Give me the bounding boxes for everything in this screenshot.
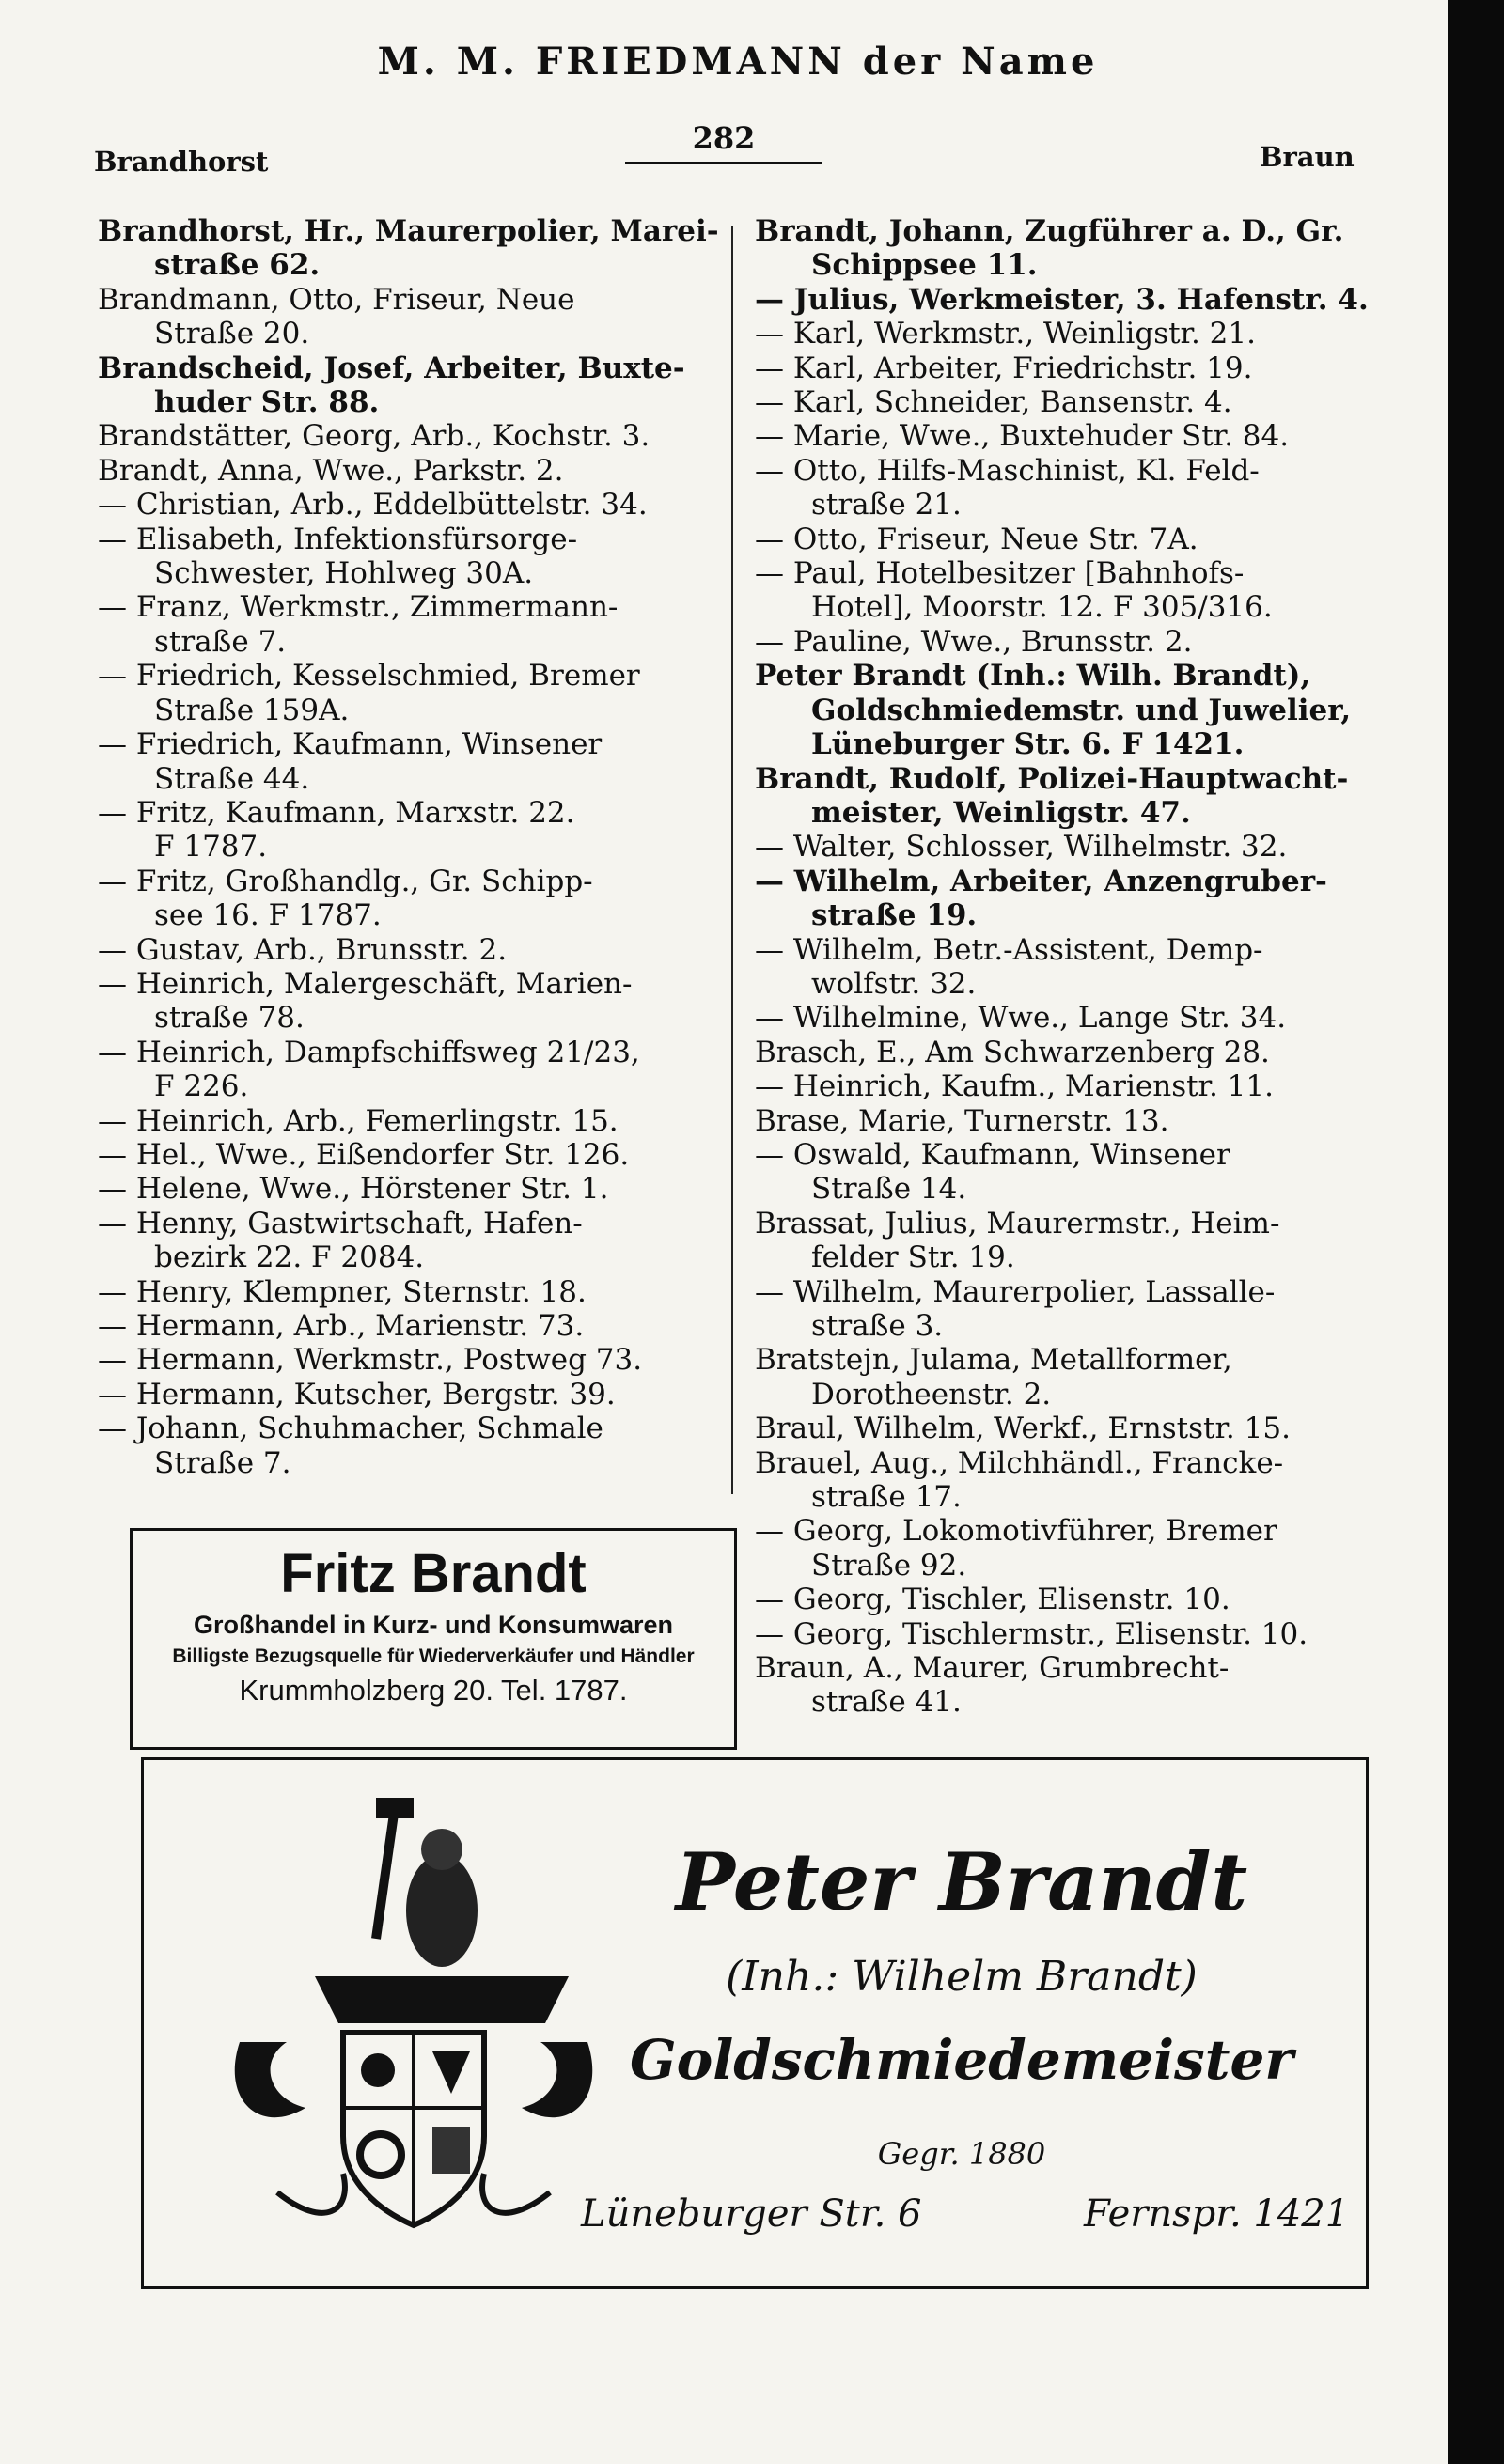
directory-entry xyxy=(98,1275,726,1309)
entry-text: — Oswald, Kaufmann, Winsener xyxy=(755,1137,1230,1172)
entry-text: Brandt, Rudolf, Polizei-Hauptwacht- xyxy=(755,761,1349,796)
entry-text: — Hel., Wwe., Eißendorfer Str. 126. xyxy=(98,1137,630,1172)
peter-ad-phone: Fernspr. 1421 xyxy=(1084,2192,1350,2236)
fritz-ad-name: Fritz Brandt xyxy=(280,1543,587,1604)
directory-entry xyxy=(98,1104,726,1138)
entry-text: — Georg, Lokomotivführer, Bremer xyxy=(755,1514,1277,1549)
entry-continuation: straße 41. xyxy=(811,1685,962,1720)
entry-continuation: felder Str. 19. xyxy=(811,1240,1015,1275)
directory-entry xyxy=(755,1069,1385,1103)
directory-entry xyxy=(755,865,1385,933)
directory-entry xyxy=(755,454,1385,522)
entry-text: — Heinrich, Arb., Femerlingstr. 15. xyxy=(98,1103,619,1138)
entry-continuation: Hotel], Moorstr. 12. F 305/316. xyxy=(811,590,1273,625)
directory-entry xyxy=(755,1411,1385,1445)
entry-text: — Henny, Gastwirtschaft, Hafen- xyxy=(98,1206,583,1240)
directory-entry xyxy=(755,659,1385,761)
directory-entry xyxy=(98,796,726,865)
page-banner: M. M. FRIEDMANN der Name xyxy=(377,39,1099,84)
directory-entry xyxy=(98,727,726,796)
directory-entry xyxy=(755,1446,1385,1515)
entry-text: — Marie, Wwe., Buxtehuder Str. 84. xyxy=(755,419,1290,454)
entry-continuation: Straße 44. xyxy=(154,761,310,796)
entry-text: — Elisabeth, Infektionsfürsorge- xyxy=(98,522,578,556)
entry-text: Braun, A., Maurer, Grumbrecht- xyxy=(755,1651,1230,1686)
directory-entry xyxy=(98,1411,726,1480)
entry-continuation: straße 78. xyxy=(154,1001,305,1036)
entry-text: Brauel, Aug., Milchhändl., Francke- xyxy=(755,1445,1284,1480)
entry-text: — Hermann, Arb., Marienstr. 73. xyxy=(98,1309,585,1343)
entry-continuation: Straße 14. xyxy=(811,1172,967,1207)
entry-continuation: straße 17. xyxy=(811,1480,962,1515)
directory-entry xyxy=(98,967,726,1036)
entry-text: — Hermann, Kutscher, Bergstr. 39. xyxy=(98,1377,616,1411)
entry-text: Brandscheid, Josef, Arbeiter, Buxte- xyxy=(98,351,685,385)
entry-text: — Heinrich, Malergeschäft, Marien- xyxy=(98,966,633,1001)
entry-continuation: huder Str. 88. xyxy=(154,385,380,420)
entry-text: — Henry, Klempner, Sternstr. 18. xyxy=(98,1274,587,1309)
directory-entry xyxy=(98,419,726,453)
directory-entry xyxy=(98,865,726,933)
entry-text: Brasch, E., Am Schwarzenberg 28. xyxy=(755,1035,1270,1069)
fritz-ad-line2: Billigste Bezugsquelle für Wiederverkäufer und Händler xyxy=(172,1645,695,1667)
fritz-ad-address: Krummholzberg 20. Tel. 1787. xyxy=(239,1674,628,1707)
entry-text: — Julius, Werkmeister, 3. Hafenstr. 4. xyxy=(755,282,1369,317)
entry-text: — Helene, Wwe., Hörstener Str. 1. xyxy=(98,1172,609,1207)
peter-ad-founded: Gegr. 1880 xyxy=(877,2136,1046,2172)
entry-text: — Wilhelm, Arbeiter, Anzengruber- xyxy=(755,864,1327,898)
directory-entry xyxy=(98,659,726,727)
directory-entry xyxy=(755,1343,1385,1411)
entry-text: — Friedrich, Kaufmann, Winsener xyxy=(98,727,603,762)
directory-entry xyxy=(98,1378,726,1411)
directory-entry xyxy=(98,522,726,591)
entry-text: — Hermann, Werkmstr., Postweg 73. xyxy=(98,1343,643,1378)
entry-text: Brandmann, Otto, Friseur, Neue xyxy=(98,282,575,317)
entry-text: — Wilhelmine, Wwe., Lange Str. 34. xyxy=(755,1001,1287,1036)
directory-entry xyxy=(755,419,1385,453)
entry-text: Brandt, Anna, Wwe., Parkstr. 2. xyxy=(98,453,564,488)
entry-text: — Georg, Tischler, Elisenstr. 10. xyxy=(755,1583,1230,1617)
entry-continuation: see 16. F 1787. xyxy=(154,898,382,933)
directory-entry xyxy=(755,317,1385,351)
directory-entry xyxy=(755,522,1385,556)
entry-text: Brandstätter, Georg, Arb., Kochstr. 3. xyxy=(98,419,650,454)
directory-entry xyxy=(755,1104,1385,1138)
entry-continuation: F 226. xyxy=(154,1069,249,1104)
entry-continuation: straße 7. xyxy=(154,624,287,659)
peter-ad-owner: (Inh.: Wilhelm Brandt) xyxy=(726,1953,1198,2001)
fritz-brandt-advertisement xyxy=(130,1528,737,1750)
entry-text: — Karl, Schneider, Bansenstr. 4. xyxy=(755,385,1232,420)
directory-entry xyxy=(755,351,1385,385)
entry-text: — Karl, Werkmstr., Weinligstr. 21. xyxy=(755,317,1256,351)
directory-entry xyxy=(98,1309,726,1343)
entry-text: — Karl, Arbeiter, Friedrichstr. 19. xyxy=(755,351,1253,385)
directory-entry xyxy=(98,1036,726,1104)
directory-entry xyxy=(755,1138,1385,1207)
directory-entry xyxy=(755,283,1385,317)
entry-continuation: F 1787. xyxy=(154,830,268,865)
directory-entry xyxy=(755,1651,1385,1720)
directory-entry xyxy=(755,933,1385,1002)
directory-entry xyxy=(98,1207,726,1275)
fritz-ad-line1: Großhandel in Kurz- und Konsumwaren xyxy=(193,1611,673,1639)
entry-text: Brase, Marie, Turnerstr. 13. xyxy=(755,1103,1169,1138)
entry-text: Bratstejn, Julama, Metallformer, xyxy=(755,1343,1232,1378)
entry-text: — Heinrich, Dampfschiffsweg 21/23, xyxy=(98,1035,640,1069)
entry-continuation: meister, Weinligstr. 47. xyxy=(811,795,1191,830)
entry-text: Brassat, Julius, Maurermstr., Heim- xyxy=(755,1206,1280,1240)
directory-entry xyxy=(98,351,726,420)
right-keyword: Braun xyxy=(1260,141,1355,173)
directory-entry xyxy=(755,1275,1385,1344)
directory-entry xyxy=(755,1036,1385,1069)
entry-continuation: bezirk 22. F 2084. xyxy=(154,1240,425,1275)
directory-entry xyxy=(755,1583,1385,1616)
column-divider xyxy=(731,226,733,1494)
entry-text: — Friedrich, Kesselschmied, Bremer xyxy=(98,659,640,694)
entry-text: — Gustav, Arb., Brunsstr. 2. xyxy=(98,932,508,967)
entry-text: — Otto, Friseur, Neue Str. 7A. xyxy=(755,522,1198,556)
entry-continuation: Schwester, Hohlweg 30A. xyxy=(154,556,534,591)
directory-entry xyxy=(755,1514,1385,1583)
right-column xyxy=(755,214,1385,1720)
entry-continuation: Goldschmiedemstr. und Juwelier, Lüneburger Str. 6. F 1421. xyxy=(811,693,1352,762)
entry-text: — Christian, Arb., Eddelbüttelstr. 34. xyxy=(98,488,648,522)
directory-entry xyxy=(755,625,1385,659)
directory-entry xyxy=(755,830,1385,864)
entry-text: — Heinrich, Kaufm., Marienstr. 11. xyxy=(755,1069,1274,1104)
directory-entry xyxy=(98,590,726,659)
directory-entry xyxy=(755,1001,1385,1035)
entry-continuation: Straße 20. xyxy=(154,317,310,351)
entry-text: — Fritz, Großhandlg., Gr. Schipp- xyxy=(98,864,593,898)
left-column xyxy=(98,214,726,1480)
entry-continuation: Straße 92. xyxy=(811,1548,967,1583)
directory-entry xyxy=(755,1617,1385,1651)
directory-entry xyxy=(98,1172,726,1206)
entry-text: Brandhorst, Hr., Maurerpolier, Marei- xyxy=(98,214,719,248)
directory-entry xyxy=(755,385,1385,419)
entry-text: — Wilhelm, Maurerpolier, Lassalle- xyxy=(755,1274,1276,1309)
left-keyword: Brandhorst xyxy=(94,146,269,178)
entry-text: — Paul, Hotelbesitzer [Bahnhofs- xyxy=(755,556,1245,591)
entry-continuation: straße 62. xyxy=(154,248,321,283)
entry-text: — Franz, Werkmstr., Zimmermann- xyxy=(98,590,619,625)
directory-entry xyxy=(755,762,1385,831)
entry-continuation: Schippsee 11. xyxy=(811,248,1038,283)
entry-text: — Johann, Schuhmacher, Schmale xyxy=(98,1411,603,1446)
directory-entry xyxy=(755,556,1385,625)
page-number: 282 xyxy=(625,120,822,164)
entry-continuation: Straße 7. xyxy=(154,1445,291,1480)
entry-continuation: Dorotheenstr. 2. xyxy=(811,1377,1052,1411)
entry-text: Brandt, Johann, Zugführer a. D., Gr. xyxy=(755,214,1344,248)
directory-entry xyxy=(98,1138,726,1172)
peter-ad-trade: Goldschmiedemeister xyxy=(630,2028,1293,2092)
entry-text: — Walter, Schlosser, Wilhelmstr. 32. xyxy=(755,830,1288,865)
entry-text: — Wilhelm, Betr.-Assistent, Demp- xyxy=(755,932,1263,967)
entry-text: — Fritz, Kaufmann, Marxstr. 22. xyxy=(98,795,575,830)
directory-entry xyxy=(98,488,726,522)
directory-entry xyxy=(98,214,726,283)
directory-entry xyxy=(98,283,726,351)
entry-text: Peter Brandt (Inh.: Wilh. Brandt), xyxy=(755,659,1311,694)
entry-continuation: Straße 159A. xyxy=(154,693,350,727)
entry-continuation: straße 19. xyxy=(811,898,978,933)
directory-entry xyxy=(755,214,1385,283)
entry-text: — Otto, Hilfs-Maschinist, Kl. Feld- xyxy=(755,453,1260,488)
entry-continuation: straße 21. xyxy=(811,488,962,522)
directory-entry xyxy=(98,933,726,967)
directory-entry xyxy=(755,1207,1385,1275)
entry-text: Braul, Wilhelm, Werkf., Ernststr. 15. xyxy=(755,1411,1291,1446)
entry-continuation: straße 3. xyxy=(811,1309,944,1343)
coat-of-arms-icon xyxy=(202,1798,625,2239)
peter-brandt-advertisement xyxy=(141,1757,1369,2289)
entry-text: — Georg, Tischlermstr., Elisenstr. 10. xyxy=(755,1616,1308,1651)
directory-entry xyxy=(98,1343,726,1377)
entry-continuation: wolfstr. 32. xyxy=(811,966,977,1001)
directory-entry xyxy=(98,454,726,488)
entry-text: — Pauline, Wwe., Brunsstr. 2. xyxy=(755,624,1193,659)
peter-ad-address: Lüneburger Str. 6 xyxy=(581,2192,922,2236)
peter-ad-title: Peter Brandt xyxy=(675,1835,1248,1928)
